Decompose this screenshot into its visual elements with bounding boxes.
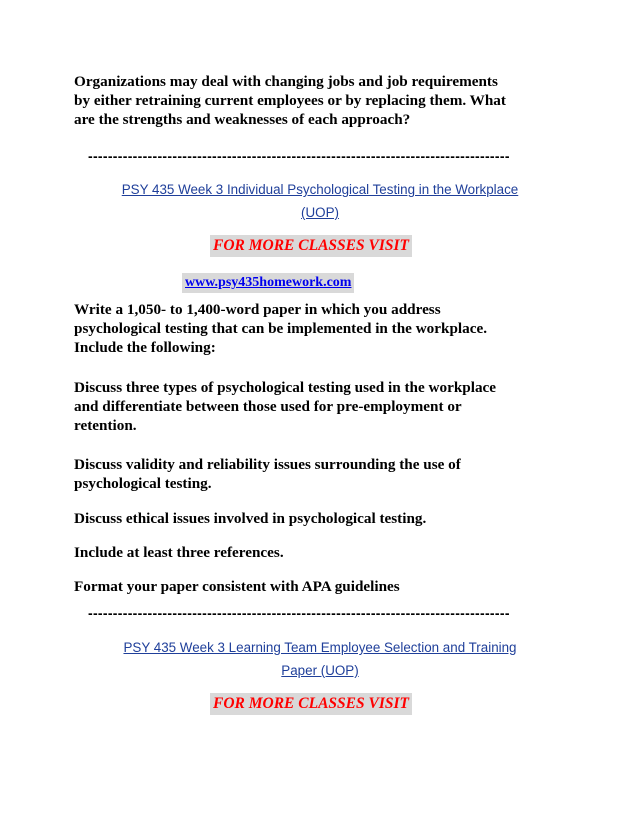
intro-line: Organizations may deal with changing jobs and job requirements	[74, 73, 498, 90]
assignment-line: psychological testing.	[74, 475, 212, 492]
intro-line: are the strengths and weaknesses of each approach?	[74, 111, 411, 128]
assignment-line: and differentiate between those used for pre-employment or	[74, 398, 462, 415]
assignment-point: Format your paper consistent with APA guidelines	[74, 578, 400, 595]
course-title-line[interactable]: Paper (UOP)	[281, 663, 359, 678]
more-classes-label: FOR MORE CLASSES VISIT	[210, 693, 412, 715]
assignment-line: psychological testing that can be implemented in the workplace.	[74, 320, 487, 337]
section-divider: -------------------------------------------------------------------------------------	[88, 148, 510, 164]
more-classes-label: FOR MORE CLASSES VISIT	[210, 235, 412, 257]
assignment-line: Discuss validity and reliability issues surrounding the use of	[74, 456, 461, 473]
assignment-line: Write a 1,050- to 1,400-word paper in which you address	[74, 301, 441, 318]
assignment-line: retention.	[74, 417, 137, 434]
course-title-link[interactable]	[74, 636, 566, 682]
assignment-line: Discuss three types of psychological testing used in the workplace	[74, 379, 497, 396]
assignment-point: Discuss ethical issues involved in psychological testing.	[74, 510, 427, 527]
assignment-point: Include at least three references.	[74, 544, 284, 561]
section-divider: -------------------------------------------------------------------------------------	[88, 605, 510, 621]
course-title-line[interactable]: (UOP)	[301, 205, 339, 220]
course-title-link[interactable]	[74, 178, 566, 224]
website-link[interactable]: www.psy435homework.com	[182, 273, 354, 293]
assignment-point	[74, 378, 566, 435]
intro-line: by either retraining current employees or by replacing them. What	[74, 92, 506, 109]
assignment-intro	[74, 300, 566, 357]
intro-question	[74, 72, 566, 129]
assignment-line: Include the following:	[74, 339, 216, 356]
course-title-line[interactable]: PSY 435 Week 3 Learning Team Employee Selection and Training	[123, 640, 517, 655]
course-title-line[interactable]: PSY 435 Week 3 Individual Psychological Testing in the Workplace	[121, 182, 519, 197]
assignment-point	[74, 455, 566, 493]
